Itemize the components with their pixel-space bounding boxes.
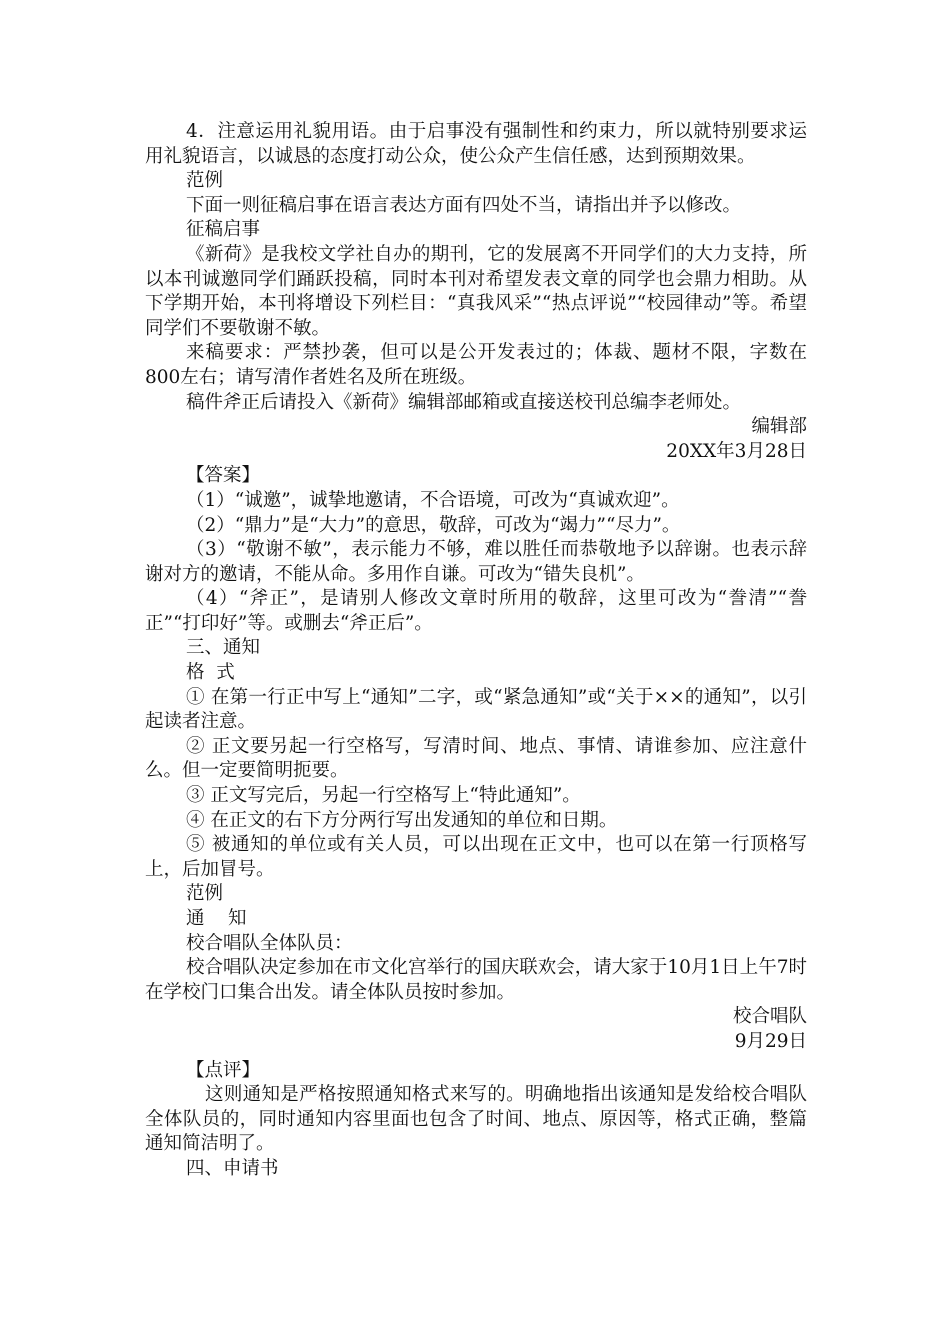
paragraph-etiquette-tip: 4．注意运用礼貌用语。由于启事没有强制性和约束力，所以就特别要求运用礼貌语言，以诚恳的态度打动公众，使公众产生信任感，达到预期效果。 (145, 121, 807, 167)
example-heading: 范例 (186, 170, 224, 192)
format-heading: 格 式 (186, 662, 235, 684)
answer-item-2: （2）“鼎力”是“大力”的意思，敬辞，可改为“竭力”“尽力”。 (186, 514, 681, 536)
section-heading-application: 四、申请书 (186, 1157, 279, 1179)
answer-heading: 【答案】 (186, 465, 261, 487)
comment-heading: 【点评】 (186, 1059, 261, 1081)
format-item-3: ③ 正文写完后，另起一行空格写上“特此通知”。 (186, 785, 581, 807)
format-item-1: ① 在第一行正中写上“通知”二字，或“紧急通知”或“关于××的通知”，以引起读者注意。 (145, 686, 807, 733)
example-heading-2: 范例 (186, 883, 224, 905)
example-notice-recipient: 校合唱队全体队员： (186, 932, 353, 954)
section-heading-notice: 三、通知 (186, 637, 261, 659)
example-notice-body: 校合唱队决定参加在市文化宫举行的国庆联欢会，请大家于10月1日上午7时在学校门口集合出发。请全体队员按时参加。 (145, 957, 807, 1003)
answer-item-1: （1）“诚邀”，诚挚地邀请，不合语境，可改为“真诚欢迎”。 (186, 489, 680, 511)
format-item-4: ④ 在正文的右下方分两行写出发通知的单位和日期。 (186, 809, 618, 831)
comment-body: 这则通知是严格按照通知格式来写的。明确地指出该通知是发给校合唱队全体队员的，同时通知内容里面也包含了时间、地点、原因等，格式正确，整篇通知简洁明了。 (145, 1084, 807, 1155)
notice-body-1: 《新荷》是我校文学社自办的期刊，它的发展离不开同学们的大力支持，所以本刊诚邀同学们踊跃投稿，同时本刊对希望发表文章的同学也会鼎力相助。从下学期开始，本刊将增设下列栏目：“真我风采”“热点评说”“校园律动”等。希望同学们不要敬谢不敏。 (145, 243, 807, 339)
notice-date: 20XX年3月28日 (666, 440, 807, 462)
format-item-2: ② 正文要另起一行空格写，写清时间、地点、事情、请谁参加、应注意什么。但一定要简明扼要。 (145, 735, 807, 782)
notice-body-2: 来稿要求：严禁抄袭，但可以是公开发表过的；体裁、题材不限，字数在800左右；请写清作者姓名及所在班级。 (145, 342, 807, 388)
example-notice-signature: 校合唱队 (732, 1006, 807, 1028)
document-body (145, 120, 807, 1182)
format-item-5: ⑤ 被通知的单位或有关人员，可以出现在正文中，也可以在第一行顶格写上，后加冒号。 (145, 834, 807, 880)
notice-body-3: 稿件斧正后请投入《新荷》编辑部邮箱或直接送校刊总编李老师处。 (186, 391, 742, 413)
example-notice-title: 通 知 (186, 908, 247, 929)
answer-item-4: （4）“斧正”，是请别人修改文章时所用的敬辞，这里可改为“誊清”“誊正”“打印好”等。或删去“斧正后”。 (145, 588, 807, 634)
exercise-prompt: 下面一则征稿启事在语言表达方面有四处不当，请指出并予以修改。 (186, 194, 742, 216)
notice-signature: 编辑部 (751, 416, 807, 438)
example-notice-date: 9月29日 (734, 1030, 807, 1052)
notice-title: 征稿启事 (186, 219, 261, 241)
answer-item-3: （3）“敬谢不敏”，表示能力不够，难以胜任而恭敬地予以辞谢。也表示辞谢对方的邀请，不能从命。多用作自谦。可改为“错失良机”。 (145, 539, 807, 585)
